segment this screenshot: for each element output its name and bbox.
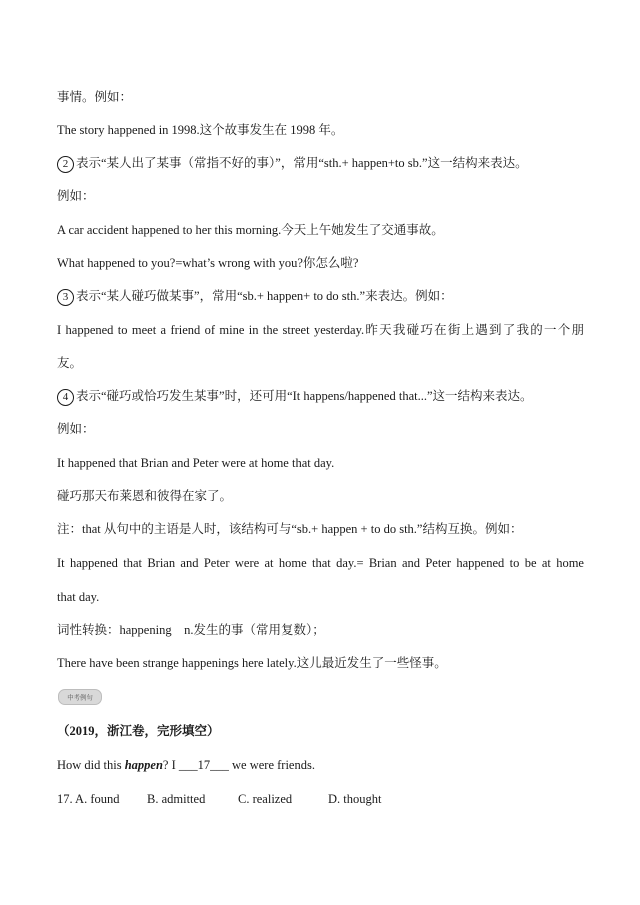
text-line: 碰巧那天布莱恩和彼得在家了。 (57, 489, 233, 503)
text-line: 事情。例如： (57, 90, 133, 104)
text-line (57, 387, 533, 406)
text-line: 例如： (57, 189, 95, 203)
text-span: 表示“某人碰巧做某事”，常用“sb.+ happen+ to do sth.”来表达。例如： (76, 289, 453, 303)
text-line: 例如： (57, 422, 95, 436)
circled-number: 4 (57, 389, 74, 406)
text-line: 词性转换：happening n.发生的事（常用复数）； (57, 623, 325, 637)
text-span: 表示“碰巧或恰巧发生某事”时，还可用“It happens/happened that...”这一结构来表达。 (76, 389, 533, 403)
option-b: B. admitted (147, 792, 206, 806)
exam-options (57, 790, 381, 808)
question-keyword: happen (124, 758, 163, 772)
text-line: It happened that Brian and Peter were at home that day. (57, 456, 335, 470)
circled-number: 3 (57, 289, 74, 306)
text-line: 友。 (57, 356, 83, 370)
text-line (57, 287, 453, 306)
option-d: D. thought (328, 792, 382, 806)
text-line: The story happened in 1998.这个故事发生在 1998 年。 (57, 123, 344, 137)
text-line: What happened to you?=what’s wrong with you?你怎么啦? (57, 256, 359, 270)
exam-source: （2019，浙江卷，完形填空） (57, 724, 220, 738)
question-suffix: ? I ___17___ we were friends. (162, 758, 315, 772)
circled-number: 2 (57, 156, 74, 173)
text-line (57, 154, 528, 173)
option-a: 17. A. found (57, 792, 120, 806)
exam-example-badge (58, 689, 102, 705)
text-line: I happened to meet a friend of mine in the street yesterday.昨天我碰巧在街上遇到了我的一个朋 (57, 323, 584, 337)
text-line: There have been strange happenings here lately.这儿最近发生了一些怪事。 (57, 656, 447, 670)
exam-question (57, 756, 315, 774)
text-line: A car accident happened to her this morning.今天上午她发生了交通事故。 (57, 223, 444, 237)
text-line: that day. (57, 590, 100, 604)
text-span: 表示“某人出了某事（常指不好的事）”，常用“sth.+ happen+to sb.”这一结构来表达。 (76, 156, 528, 170)
text-line: 注：that 从句中的主语是人时，该结构可与“sb.+ happen + to do sth.”结构互换。例如： (57, 522, 523, 536)
badge-label: 中考例句 (67, 693, 93, 701)
option-c: C. realized (238, 792, 293, 806)
question-prefix: How did this (57, 758, 125, 772)
text-line: It happened that Brian and Peter were at home that day.= Brian and Peter happened to be at home (57, 556, 584, 570)
